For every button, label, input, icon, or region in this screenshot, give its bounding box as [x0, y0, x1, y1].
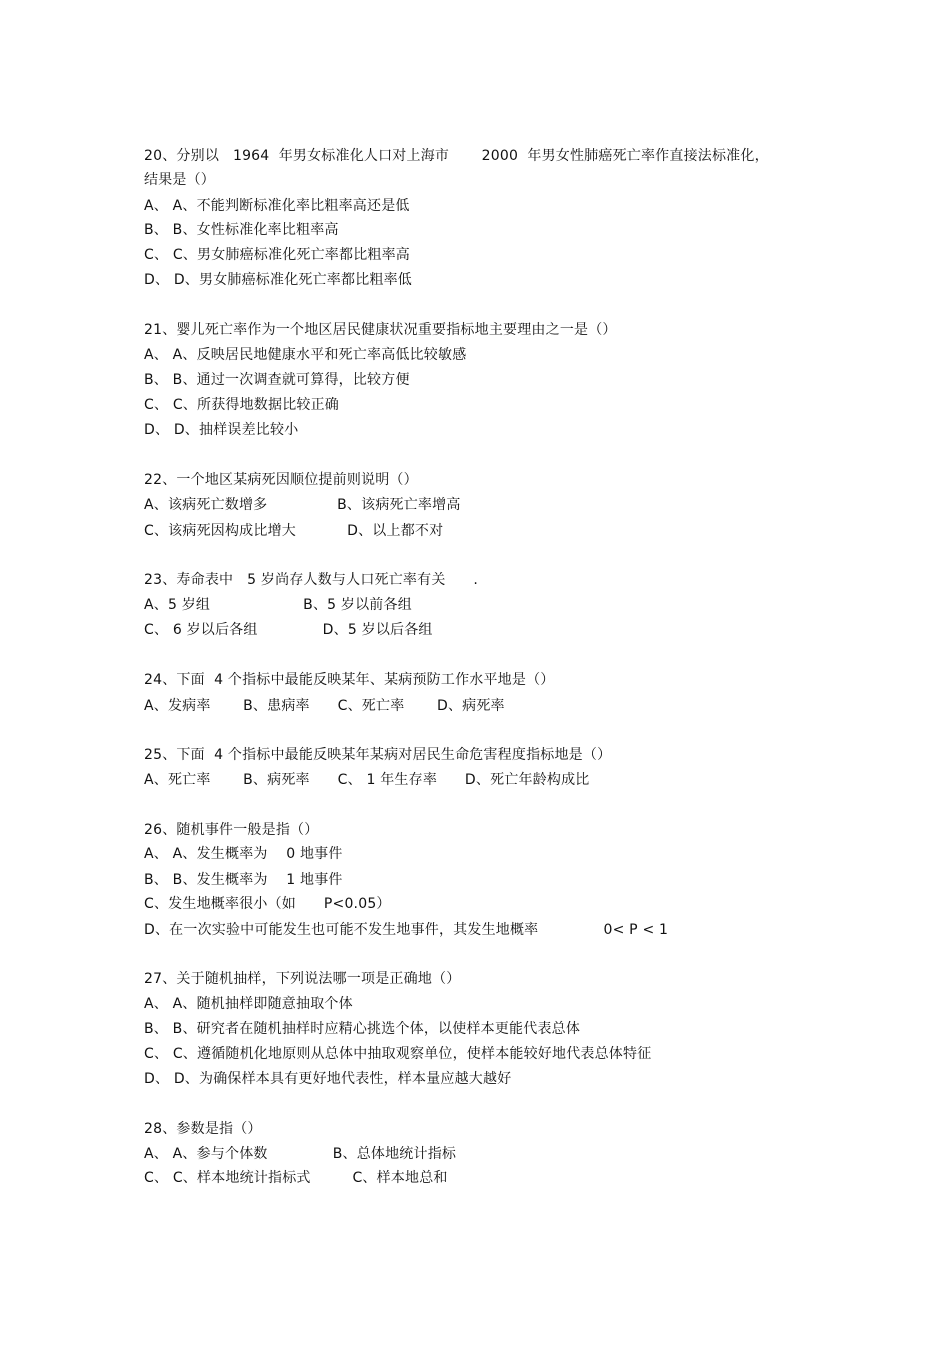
option-b: B、 B、通过一次调查就可算得，比较方便 — [144, 372, 410, 388]
question-text: 20、分别以 1964 年男女标准化人口对上海市 2000 年男女性肺癌死亡率作直接法标准化， — [144, 148, 769, 164]
option-b: B、 B、女性标准化率比粗率高 — [144, 222, 339, 238]
options-row-2: C、 C、样本地统计指标式 C、样本地总和 — [144, 1170, 448, 1186]
options-row-2: C、 6 岁以后各组 D、5 岁以后各组 — [144, 622, 433, 638]
question-text: 21、婴儿死亡率作为一个地区居民健康状况重要指标地主要理由之一是（） — [144, 322, 617, 338]
option-c: C、发生地概率很小（如 P<0.05） — [144, 896, 391, 912]
options-row-2: C、该病死因构成比增大 D、以上都不对 — [144, 523, 444, 539]
question-text: 28、参数是指（） — [144, 1121, 262, 1137]
option-d: D、 D、抽样误差比较小 — [144, 422, 299, 438]
option-c: C、 C、男女肺癌标准化死亡率都比粗率高 — [144, 247, 410, 263]
question-text: 23、寿命表中 5 岁尚存人数与人口死亡率有关 . — [144, 572, 479, 588]
option-a: A、 A、不能判断标准化率比粗率高还是低 — [144, 198, 410, 214]
option-c: C、 C、遵循随机化地原则从总体中抽取观察单位，使样本能较好地代表总体特征 — [144, 1046, 652, 1062]
question-text: 24、下面 4 个指标中最能反映某年、某病预防工作水平地是（） — [144, 672, 555, 688]
question-text-continued: 结果是（） — [144, 172, 215, 188]
options-row-1: A、该病死亡数增多 B、该病死亡率增高 — [144, 497, 461, 513]
option-b: B、 B、发生概率为 1 地事件 — [144, 872, 343, 888]
options-row-1: A、 A、参与个体数 B、总体地统计指标 — [144, 1146, 457, 1162]
question-text: 25、下面 4 个指标中最能反映某年某病对居民生命危害程度指标地是（） — [144, 747, 612, 763]
option-d: D、在一次实验中可能发生也可能不发生地事件，其发生地概率 0< P < 1 — [144, 922, 669, 938]
question-text: 26、随机事件一般是指（） — [144, 822, 319, 838]
option-d: D、 D、为确保样本具有更好地代表性，样本量应越大越好 — [144, 1071, 512, 1087]
option-a: A、 A、发生概率为 0 地事件 — [144, 846, 343, 862]
question-text: 27、关于随机抽样，下列说法哪一项是正确地（） — [144, 971, 461, 987]
question-text: 22、一个地区某病死因顺位提前则说明（） — [144, 472, 418, 488]
option-b: B、 B、研究者在随机抽样时应精心挑选个体，以使样本更能代表总体 — [144, 1021, 581, 1037]
option-a: A、 A、反映居民地健康水平和死亡率高低比较敏感 — [144, 347, 467, 363]
options-row-1: A、5 岁组 B、5 岁以前各组 — [144, 597, 412, 613]
option-d: D、 D、男女肺癌标准化死亡率都比粗率低 — [144, 272, 413, 288]
options-row: A、死亡率 B、病死率 C、 1 年生存率 D、死亡年龄构成比 — [144, 772, 590, 788]
option-a: A、 A、随机抽样即随意抽取个体 — [144, 996, 353, 1012]
options-row: A、发病率 B、患病率 C、死亡率 D、病死率 — [144, 698, 505, 714]
option-c: C、 C、所获得地数据比较正确 — [144, 397, 340, 413]
